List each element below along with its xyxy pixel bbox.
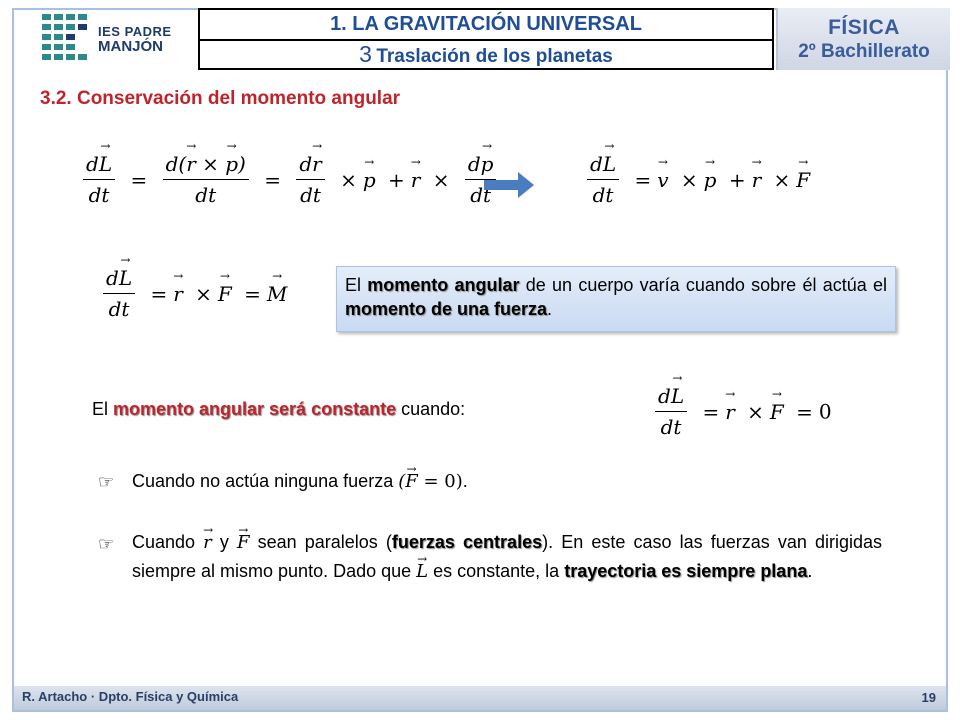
subject-badge	[776, 8, 950, 70]
logo-grid-icon	[40, 12, 96, 68]
vector-F: → F	[237, 529, 250, 557]
equation-torque: $\frac{d\to L}{dt}$ =→ r ×→ F =→ M	[100, 266, 287, 321]
bullet1-math: (→ F = 0)	[398, 471, 463, 492]
highlight-plane-trajectory: trayectoria es siempre plana	[564, 561, 808, 581]
vector-r: → r	[203, 529, 212, 557]
section-name: Conservación del momento angular	[76, 88, 401, 109]
definition-callout	[336, 266, 896, 332]
vector-L: → L	[416, 558, 428, 586]
lesson-number: 3	[359, 41, 372, 67]
bullet2-text: y	[211, 532, 237, 552]
section-title	[40, 88, 400, 110]
logo-line1: IES PADRE	[98, 24, 172, 39]
page-number: 19	[921, 690, 936, 705]
slide-frame	[12, 8, 948, 712]
condition-sentence	[92, 394, 465, 424]
bullet-central-forces	[132, 528, 882, 586]
section-number: 3.2.	[40, 88, 72, 109]
bullet2-text: .	[807, 561, 813, 581]
callout-text: .	[547, 299, 553, 319]
bullet2-text: ). En este caso las fuerzas van dirigidas siempre al mismo punto. Dado que	[132, 532, 882, 581]
condition-highlight: momento angular será constante	[113, 399, 397, 419]
logo-text	[98, 24, 172, 54]
right-arrow-icon	[484, 172, 534, 198]
highlight-central-forces: fuerzas centrales	[391, 532, 543, 552]
callout-text: El	[345, 275, 368, 295]
bullet1-end: .	[462, 471, 468, 491]
title-box	[198, 8, 774, 70]
footer-bar	[14, 686, 946, 710]
callout-text: de un cuerpo varía cuando sobre él actúa el	[519, 275, 887, 295]
equation-zero-torque: $\frac{d\to L}{dt}$ =→ r ×→ F = 0	[652, 384, 832, 439]
pointing-hand-icon: ☞	[98, 472, 115, 492]
lesson-name: Traslación de los planetas	[376, 46, 613, 67]
subject-course: 2º Bachillerato	[798, 41, 930, 62]
unit-title: 1. LA GRAVITACIÓN UNIVERSAL	[200, 10, 772, 41]
footer-author: R. Artacho · Dpto. Física y Química	[22, 689, 239, 704]
equation-derivative-expansion: $\frac{d\to L}{dt}$ = $\frac{d(\to r \times \to p)}{dt}$ = $\frac{d\to r}{dt}$ ×→ p +→ r × $\frac{d\to p}{dt}$	[80, 152, 499, 207]
subject-name: FÍSICA	[828, 16, 900, 39]
equation-simplified: $\frac{d\to L}{dt}$ =→ v ×→ p +→ r ×→ F	[584, 152, 810, 207]
condition-text: cuando:	[396, 399, 466, 419]
bullet2-text: sean paralelos (	[249, 532, 392, 552]
logo-line2: MANJÓN	[98, 38, 164, 55]
callout-highlight-torque: momento de una fuerza	[345, 299, 548, 319]
bullet-no-force	[132, 466, 468, 497]
lesson-title	[200, 41, 772, 68]
callout-highlight-angular: momento angular	[367, 275, 520, 295]
bullet1-text: Cuando no actúa ninguna fuerza	[132, 471, 399, 491]
bullet2-text: Cuando	[132, 532, 204, 552]
pointing-hand-icon: ☞	[98, 534, 115, 554]
bullet2-text: es constante, la	[428, 561, 565, 581]
condition-text: El	[92, 399, 114, 419]
